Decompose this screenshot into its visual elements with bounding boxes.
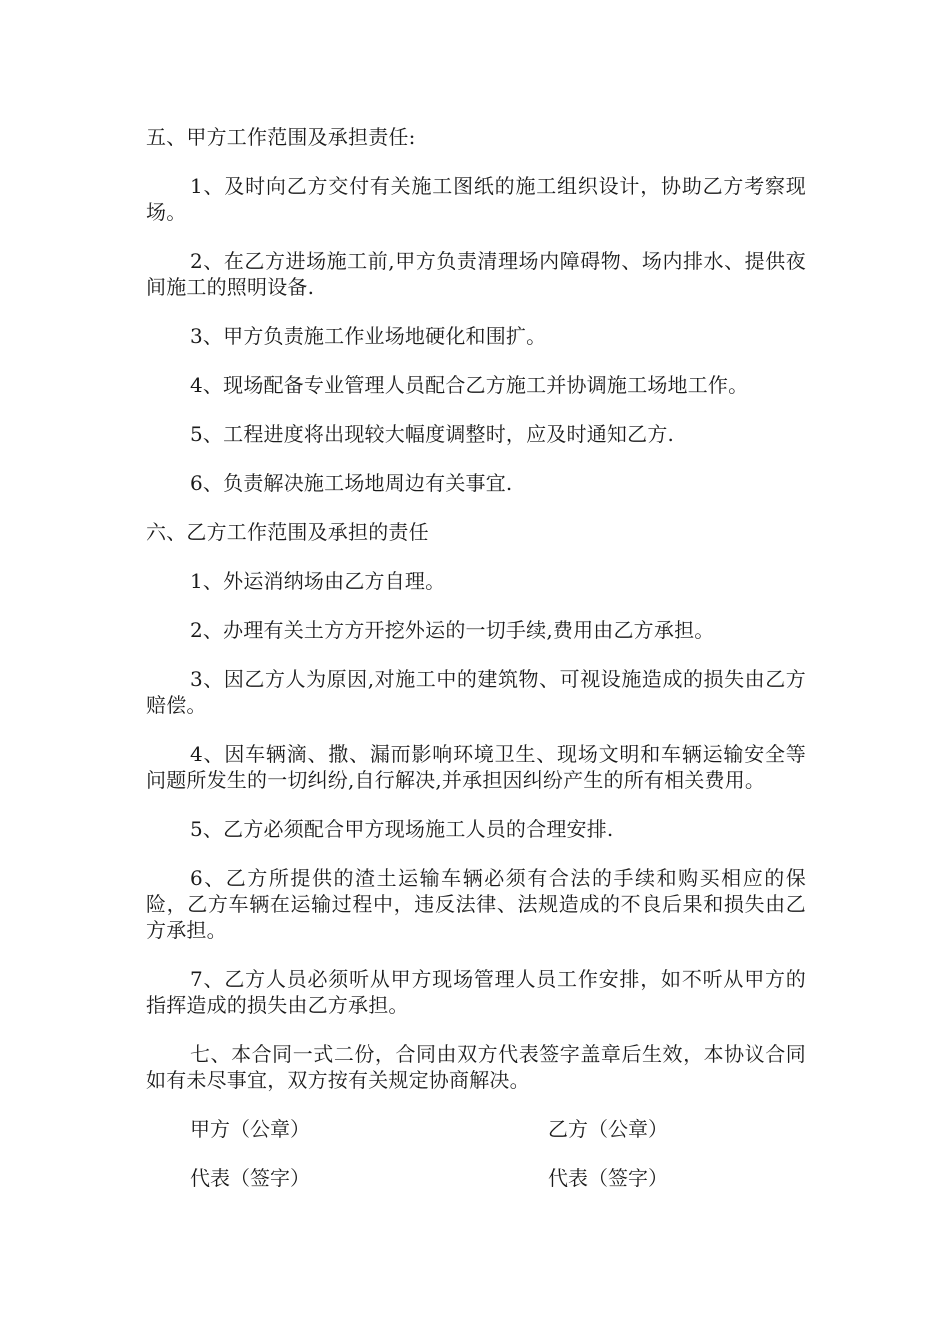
representative-row — [146, 1165, 806, 1191]
party-b-representative-label: 代表（签字） — [548, 1166, 668, 1190]
section-5-item-3: 3、甲方负责施工作业场地硬化和围扩。 — [190, 324, 547, 348]
section-7-clause: 七、本合同一式二份，合同由双方代表签字盖章后生效，本协议合同如有未尽事宜，双方按有关规定协商解决。 — [146, 1042, 806, 1092]
contract-page — [146, 124, 806, 1214]
party-a-representative-label: 代表（签字） — [190, 1166, 310, 1190]
section-5-item-6: 6、负责解决施工场地周边有关事宜. — [190, 471, 513, 495]
section-6-item-4: 4、因车辆滴、撒、漏而影响环境卫生、现场文明和车辆运输安全等问题所发生的一切纠纷,自行解决,并承担因纠纷产生的所有相关费用。 — [146, 742, 806, 792]
seal-row — [146, 1116, 806, 1142]
section-5-heading: 五、甲方工作范围及承担责任: — [146, 125, 416, 149]
party-a-seal-label: 甲方（公章） — [190, 1117, 310, 1141]
section-5-item-4: 4、现场配备专业管理人员配合乙方施工并协调施工场地工作。 — [190, 373, 749, 397]
section-6-item-5: 5、乙方必须配合甲方现场施工人员的合理安排. — [190, 817, 614, 841]
section-5-item-5: 5、工程进度将出现较大幅度调整时，应及时通知乙方. — [190, 422, 675, 446]
section-6-item-6: 6、乙方所提供的渣土运输车辆必须有合法的手续和购买相应的保险，乙方车辆在运输过程中，违反法律、法规造成的不良后果和损失由乙方承担。 — [146, 866, 806, 942]
section-5-item-1: 1、及时向乙方交付有关施工图纸的施工组织设计，协助乙方考察现场。 — [146, 174, 806, 224]
section-6-heading: 六、乙方工作范围及承担的责任 — [146, 520, 429, 544]
section-6-item-1: 1、外运消纳场由乙方自理。 — [190, 569, 446, 593]
section-6-item-2: 2、办理有关土方方开挖外运的一切手续,费用由乙方承担。 — [190, 618, 715, 642]
section-6-item-3: 3、因乙方人为原因,对施工中的建筑物、可视设施造成的损失由乙方赔偿。 — [146, 667, 806, 717]
party-b-seal-label: 乙方（公章） — [548, 1117, 668, 1141]
section-5-item-2: 2、在乙方进场施工前,甲方负责清理场内障碍物、场内排水、提供夜间施工的照明设备. — [146, 249, 806, 299]
section-6-item-7: 7、乙方人员必须听从甲方现场管理人员工作安排，如不听从甲方的指挥造成的损失由乙方承担。 — [146, 967, 806, 1017]
